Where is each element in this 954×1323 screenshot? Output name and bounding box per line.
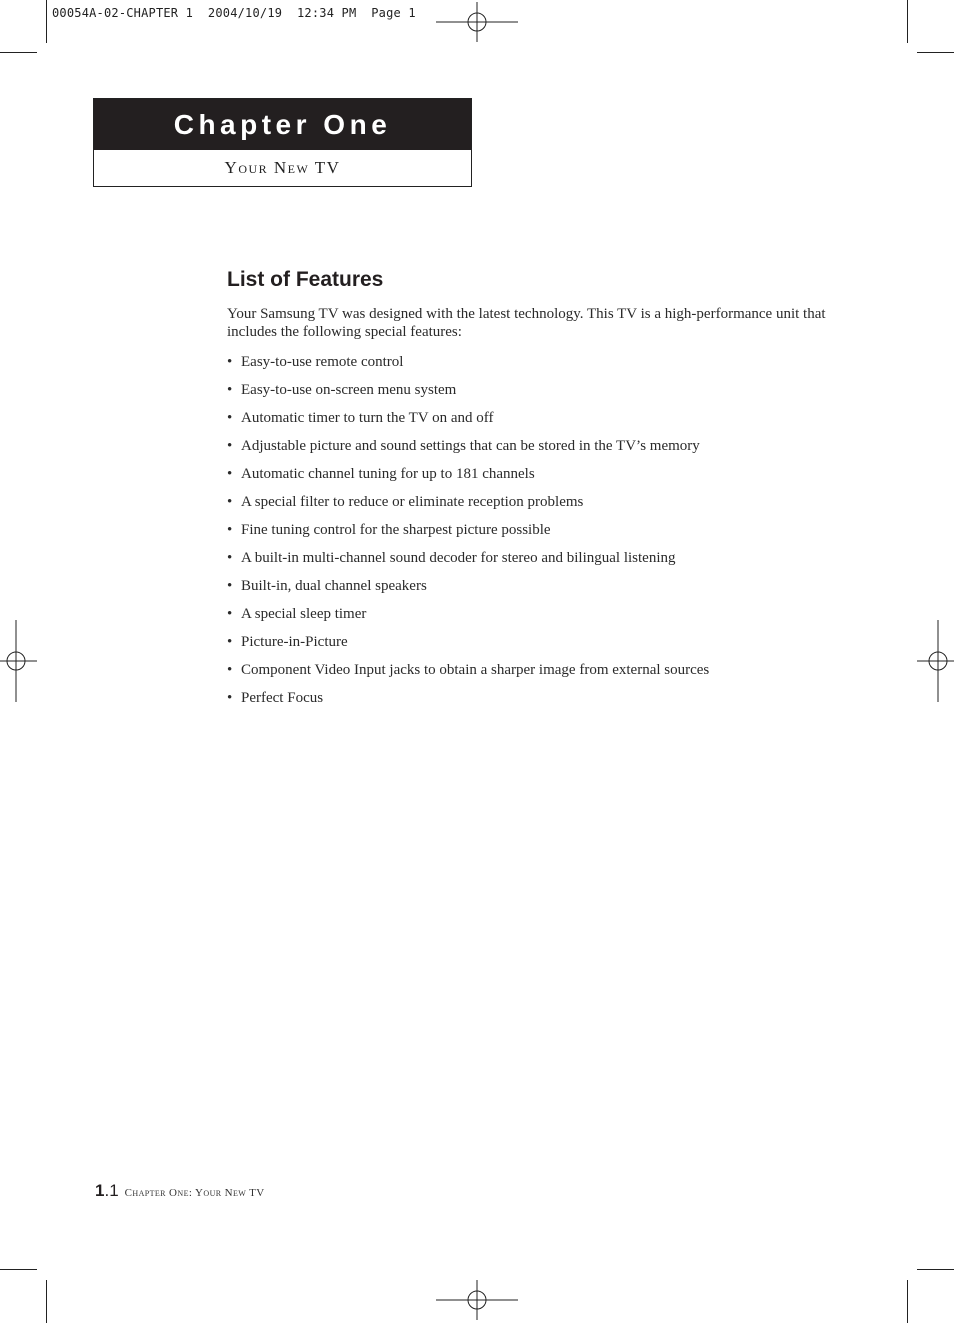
intro-paragraph: Your Samsung TV was designed with the latest technology. This TV is a high-performance unit that includes the following special features: xyxy=(227,306,826,340)
feature-item xyxy=(227,464,709,492)
feature-text: Adjustable picture and sound settings that can be stored in the TV’s memory xyxy=(241,438,700,454)
bullet-icon: • xyxy=(227,634,233,650)
feature-text: Component Video Input jacks to obtain a sharper image from external sources xyxy=(241,662,710,678)
feature-item xyxy=(227,688,709,716)
chapter-subtitle: Your New TV xyxy=(224,158,341,177)
feature-text: A special sleep timer xyxy=(241,606,367,622)
section-title: List of Features xyxy=(227,268,384,291)
page-number-suffix: .1 xyxy=(104,1181,119,1200)
crop-mark-bottom-left-vertical xyxy=(46,1280,47,1323)
crop-mark-top-right-vertical xyxy=(907,0,908,43)
registration-mark-bottom-icon xyxy=(436,1280,518,1320)
feature-text: Automatic timer to turn the TV on and off xyxy=(241,410,494,426)
crop-mark-top-left-vertical xyxy=(46,0,47,43)
bullet-icon: • xyxy=(227,354,233,370)
feature-text: A built-in multi-channel sound decoder for stereo and bilingual listening xyxy=(241,550,676,566)
feature-item xyxy=(227,436,709,464)
registration-mark-top-icon xyxy=(436,2,518,42)
bullet-icon: • xyxy=(227,382,233,398)
chapter-title: Chapter One xyxy=(94,99,471,150)
registration-mark-right-icon xyxy=(914,620,954,702)
feature-text: Built-in, dual channel speakers xyxy=(241,578,427,594)
feature-item xyxy=(227,520,709,548)
feature-text: Perfect Focus xyxy=(241,690,324,706)
crop-mark-bottom-left-horizontal xyxy=(0,1269,37,1270)
registration-mark-left-icon xyxy=(0,620,40,702)
bullet-icon: • xyxy=(227,410,233,426)
page-footer xyxy=(95,1181,265,1201)
crop-mark-top-right-horizontal xyxy=(917,52,954,53)
feature-item xyxy=(227,576,709,604)
bullet-icon: • xyxy=(227,466,233,482)
feature-list xyxy=(227,352,709,716)
bullet-icon: • xyxy=(227,494,233,510)
feature-text: Fine tuning control for the sharpest picture possible xyxy=(241,522,551,538)
bullet-icon: • xyxy=(227,662,233,678)
crop-mark-top-left-horizontal xyxy=(0,52,37,53)
bullet-icon: • xyxy=(227,522,233,538)
page-number xyxy=(95,1181,119,1200)
crop-mark-bottom-right-horizontal xyxy=(917,1269,954,1270)
bullet-icon: • xyxy=(227,550,233,566)
crop-mark-bottom-right-vertical xyxy=(907,1280,908,1323)
bullet-icon: • xyxy=(227,690,233,706)
feature-text: A special filter to reduce or eliminate reception problems xyxy=(241,494,584,510)
chapter-heading-box xyxy=(93,98,472,187)
feature-item xyxy=(227,408,709,436)
bullet-icon: • xyxy=(227,438,233,454)
feature-item xyxy=(227,548,709,576)
feature-text: Picture-in-Picture xyxy=(241,634,348,650)
feature-item xyxy=(227,352,709,380)
feature-item xyxy=(227,660,709,688)
feature-text: Automatic channel tuning for up to 181 channels xyxy=(241,466,535,482)
print-slug: 00054A-02-CHAPTER 1 2004/10/19 12:34 PM Page 1 xyxy=(52,6,416,20)
feature-text: Easy-to-use on-screen menu system xyxy=(241,382,457,398)
chapter-number: 1 xyxy=(95,1181,105,1200)
feature-item xyxy=(227,380,709,408)
bullet-icon: • xyxy=(227,606,233,622)
feature-item xyxy=(227,604,709,632)
bullet-icon: • xyxy=(227,578,233,594)
feature-text: Easy-to-use remote control xyxy=(241,354,404,370)
feature-item xyxy=(227,492,709,520)
footer-title: Chapter One: Your New TV xyxy=(124,1187,265,1199)
feature-item xyxy=(227,632,709,660)
